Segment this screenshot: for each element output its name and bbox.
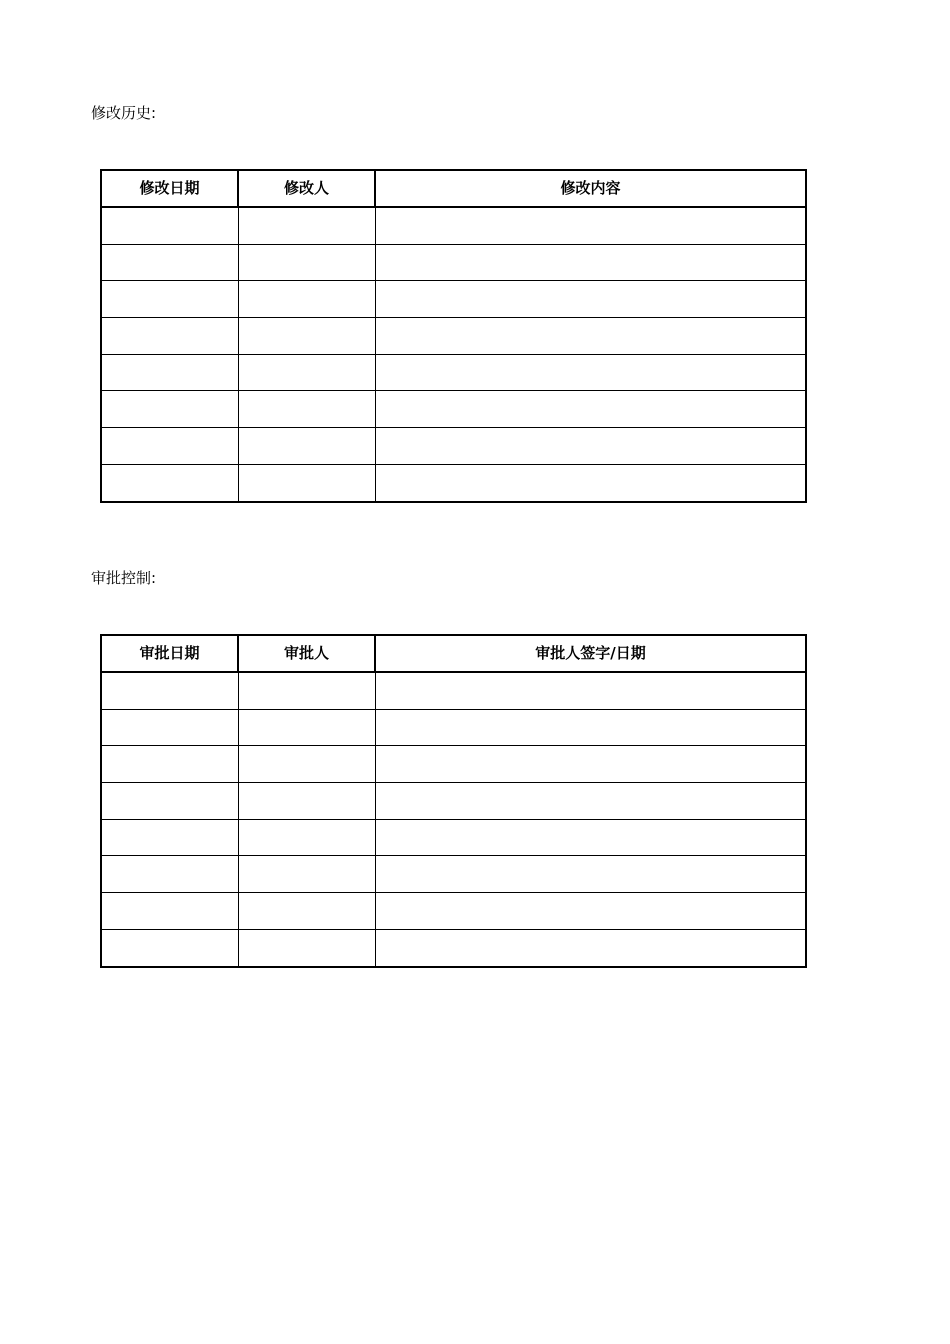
table-cell[interactable]	[101, 746, 238, 783]
table-cell[interactable]	[375, 819, 806, 856]
table-row	[101, 391, 806, 428]
table-cell[interactable]	[101, 428, 238, 465]
table-cell[interactable]	[238, 893, 375, 930]
header-approval-date: 审批日期	[101, 635, 238, 672]
table-row	[101, 281, 806, 318]
table-row	[101, 464, 806, 501]
table-cell[interactable]	[101, 464, 238, 501]
table-cell[interactable]	[101, 819, 238, 856]
table-cell[interactable]	[238, 746, 375, 783]
table-row	[101, 428, 806, 465]
table-row	[101, 856, 806, 893]
table-header-row	[101, 635, 806, 672]
table-cell[interactable]	[238, 464, 375, 501]
table-row	[101, 929, 806, 966]
table-row	[101, 207, 806, 244]
table-cell[interactable]	[101, 783, 238, 820]
table-cell[interactable]	[375, 391, 806, 428]
table-cell[interactable]	[101, 391, 238, 428]
table-cell[interactable]	[238, 929, 375, 966]
table-cell[interactable]	[238, 391, 375, 428]
table-cell[interactable]	[101, 354, 238, 391]
table-cell[interactable]	[375, 672, 806, 709]
table-cell[interactable]	[375, 893, 806, 930]
revision-history-title: 修改历史:	[91, 104, 157, 122]
table-row	[101, 893, 806, 930]
table-cell[interactable]	[101, 281, 238, 318]
table-cell[interactable]	[238, 318, 375, 355]
table-row	[101, 672, 806, 709]
table-cell[interactable]	[238, 819, 375, 856]
table-cell[interactable]	[238, 783, 375, 820]
header-approver-signature-date: 审批人签字/日期	[375, 635, 806, 672]
table-row	[101, 318, 806, 355]
header-revision-date: 修改日期	[101, 170, 238, 207]
table-row	[101, 709, 806, 746]
table-cell[interactable]	[101, 318, 238, 355]
header-reviser: 修改人	[238, 170, 375, 207]
table-cell[interactable]	[238, 672, 375, 709]
table-cell[interactable]	[375, 783, 806, 820]
table-cell[interactable]	[101, 672, 238, 709]
header-revision-content: 修改内容	[375, 170, 806, 207]
table-row	[101, 746, 806, 783]
table-cell[interactable]	[101, 856, 238, 893]
table-cell[interactable]	[238, 281, 375, 318]
table-row	[101, 244, 806, 281]
table-cell[interactable]	[238, 354, 375, 391]
table-cell[interactable]	[101, 929, 238, 966]
table-cell[interactable]	[375, 709, 806, 746]
table-header-row	[101, 170, 806, 207]
table-cell[interactable]	[375, 428, 806, 465]
table-cell[interactable]	[375, 746, 806, 783]
table-row	[101, 354, 806, 391]
table-cell[interactable]	[238, 856, 375, 893]
table-cell[interactable]	[101, 207, 238, 244]
table-row	[101, 819, 806, 856]
table-cell[interactable]	[238, 428, 375, 465]
table-cell[interactable]	[101, 244, 238, 281]
table-cell[interactable]	[375, 856, 806, 893]
table-cell[interactable]	[101, 709, 238, 746]
table-cell[interactable]	[375, 281, 806, 318]
header-approver: 审批人	[238, 635, 375, 672]
table-cell[interactable]	[375, 464, 806, 501]
table-cell[interactable]	[375, 244, 806, 281]
table-cell[interactable]	[238, 244, 375, 281]
table-cell[interactable]	[238, 709, 375, 746]
table-cell[interactable]	[375, 207, 806, 244]
table-cell[interactable]	[375, 318, 806, 355]
table-cell[interactable]	[238, 207, 375, 244]
approval-control-title: 审批控制:	[91, 569, 157, 587]
approval-control-table	[100, 634, 807, 968]
table-row	[101, 783, 806, 820]
table-cell[interactable]	[101, 893, 238, 930]
revision-history-table	[100, 169, 807, 503]
table-cell[interactable]	[375, 929, 806, 966]
table-cell[interactable]	[375, 354, 806, 391]
